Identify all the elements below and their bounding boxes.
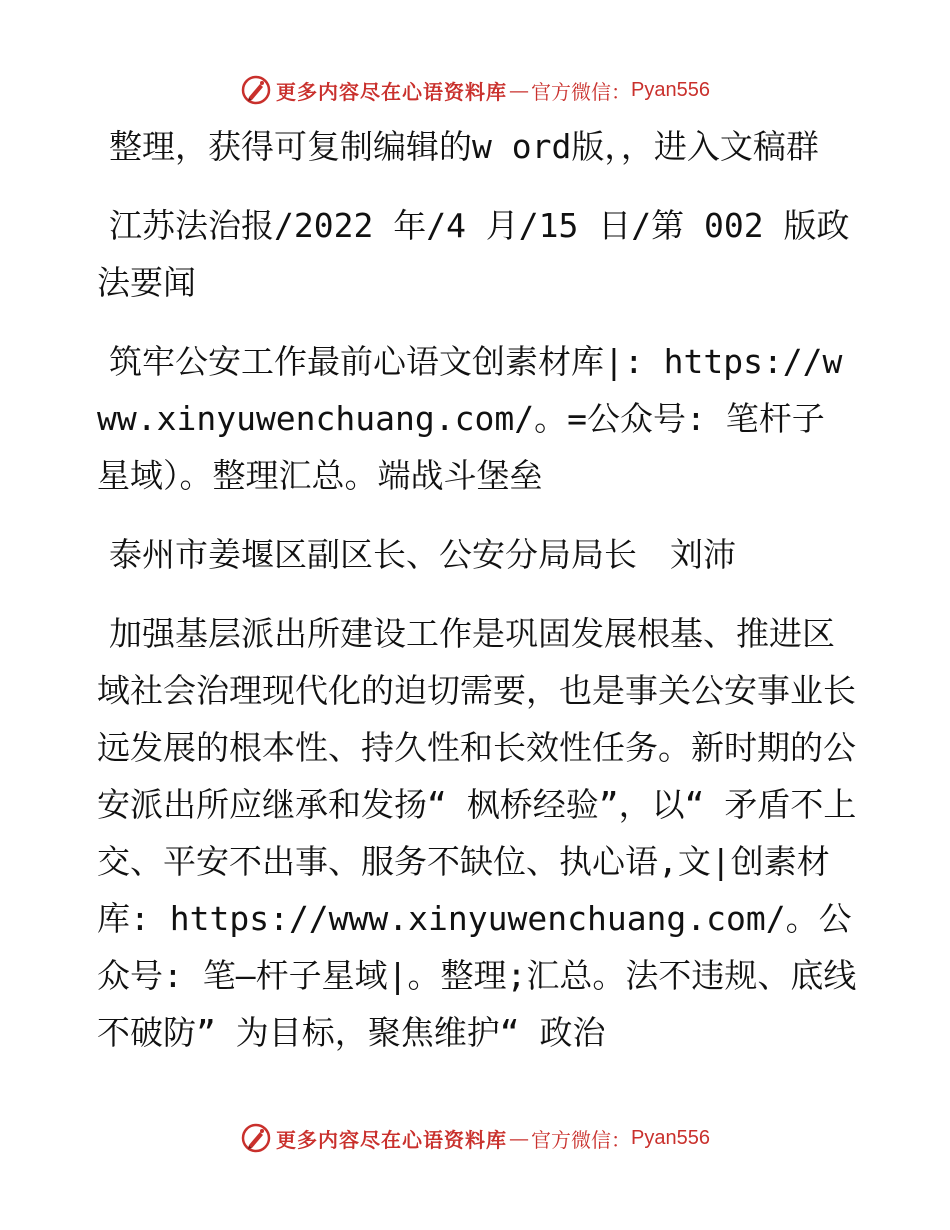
pen-logo-icon bbox=[240, 1122, 272, 1154]
banner-official-label: 官方微信： bbox=[531, 79, 632, 104]
paragraph: 加强基层派出所建设工作是巩固发展根基、推进区域社会治理现代化的迫切需要，也是事关公安事业长远发展的根本性、持久性和长效性任务。新时期的公安派出所应继承和发扬“ 枫桥经验”，以“ 矛盾不上交、平安不出事、服务不缺位、执心语,文|创素材库: https://www.xinyuwenchuang.com/。公众号: 笔—杆子星域|。整理;汇总。法不违规、底线不破防” 为目标，聚焦维护“ 政治 bbox=[97, 614, 857, 1052]
pen-logo-icon bbox=[240, 74, 272, 106]
paragraph: 筑牢公安工作最前心语文创素材库|: https://www.xinyuwenchuang.com/。=公众号: 笔杆子星域）。整理汇总。端战斗堡垒 bbox=[97, 342, 843, 495]
footer-banner bbox=[0, 1118, 950, 1158]
banner-official-label: 官方微信： bbox=[531, 1127, 632, 1152]
paragraph: 整理，获得可复制编辑的w ord版，，进入文稿群 bbox=[109, 127, 819, 166]
banner-wechat-id: Pyan556 bbox=[631, 78, 710, 101]
paragraph: 江苏法治报/2022 年/4 月/15 日/第 002 版政法要闻 bbox=[97, 206, 850, 302]
banner-title: 更多内容尽在心语资料库 bbox=[276, 1127, 508, 1152]
banner-dash: — bbox=[509, 1126, 530, 1150]
header-banner bbox=[0, 70, 950, 110]
paragraph: 泰州市姜堰区副区长、公安分局局长 刘沛 bbox=[109, 535, 736, 574]
document-body bbox=[97, 118, 857, 1083]
banner-wechat-id: Pyan556 bbox=[631, 1126, 710, 1149]
banner-title: 更多内容尽在心语资料库 bbox=[276, 79, 508, 104]
banner-dash: — bbox=[509, 78, 530, 102]
